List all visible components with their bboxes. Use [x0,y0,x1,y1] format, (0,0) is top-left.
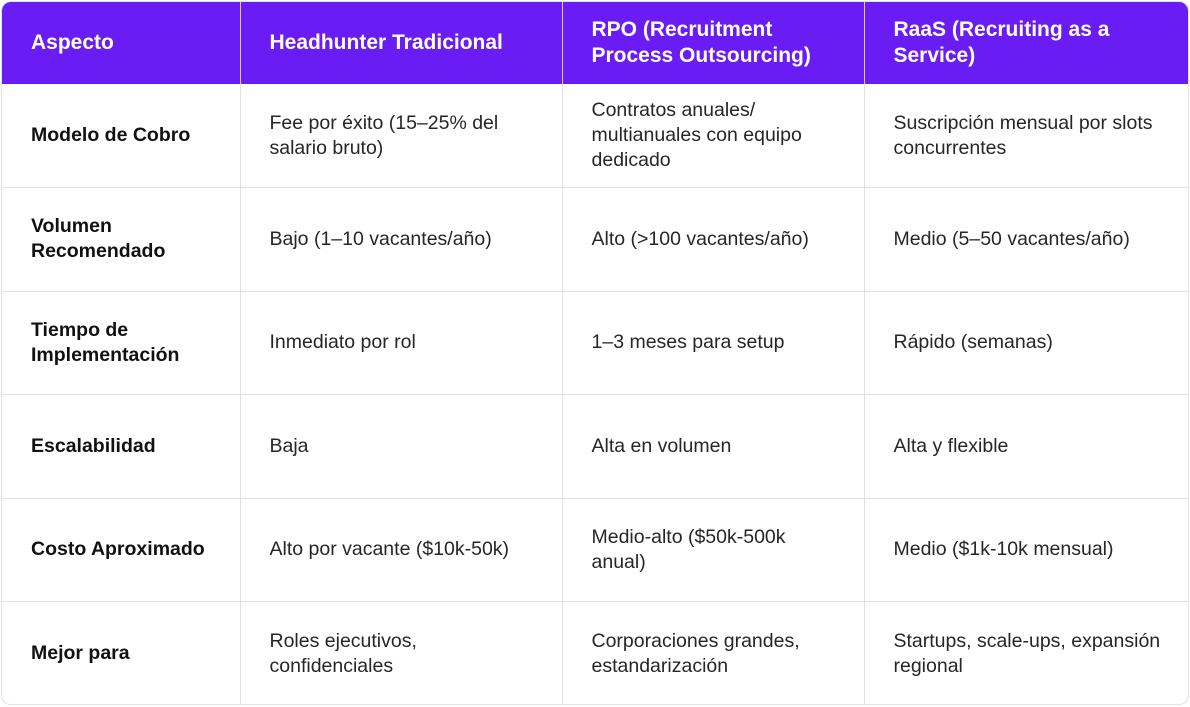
table-row [2,84,1188,188]
header-rpo: RPO (Recruitment Process Outsourcing) [562,2,864,84]
cell-headhunter: Baja [240,395,562,499]
cell-raas: Startups, scale-ups, expansión regional [864,602,1188,706]
cell-rpo: Alto (>100 vacantes/año) [562,188,864,292]
cell-headhunter: Roles ejecutivos, confidenciales [240,602,562,706]
table-row [2,395,1188,499]
cell-headhunter: Inmediato por rol [240,291,562,395]
comparison-table-container [1,1,1189,705]
header-aspecto: Aspecto [31,31,114,54]
table-row [2,291,1188,395]
row-label: Escalabilidad [2,395,240,499]
table-row [2,188,1188,292]
row-label: Modelo de Cobro [31,124,191,146]
table-header-row [2,2,1188,84]
row-label: Costo Aproximado [2,498,240,602]
cell-raas: Medio (5–50 vacantes/año) [864,188,1188,292]
row-label: Tiempo de Implementación [2,291,240,395]
cell-rpo: Contratos anuales/ multianuales con equipo dedicado [562,84,864,188]
cell-headhunter: Bajo (1–10 vacantes/año) [240,188,562,292]
cell-rpo: 1–3 meses para setup [562,291,864,395]
cell-rpo: Medio-alto ($50k-500k anual) [562,498,864,602]
row-label: Mejor para [2,602,240,706]
comparison-table [2,2,1188,705]
cell-raas: Alta y flexible [864,395,1188,499]
cell-rpo: Alta en volumen [562,395,864,499]
header-raas: RaaS (Recruiting as a Service) [864,2,1188,84]
header-headhunter: Headhunter Tradicional [240,2,562,84]
table-row [2,498,1188,602]
row-label: Volumen Recomendado [2,188,240,292]
cell-headhunter: Fee por éxito (15–25% del salario bruto) [240,84,562,188]
cell-raas: Rápido (semanas) [864,291,1188,395]
cell-raas: Suscripción mensual por slots concurrentes [864,84,1188,188]
cell-raas: Medio ($1k-10k mensual) [864,498,1188,602]
cell-headhunter: Alto por vacante ($10k-50k) [240,498,562,602]
table-row [2,602,1188,706]
cell-rpo: Corporaciones grandes, estandarización [562,602,864,706]
